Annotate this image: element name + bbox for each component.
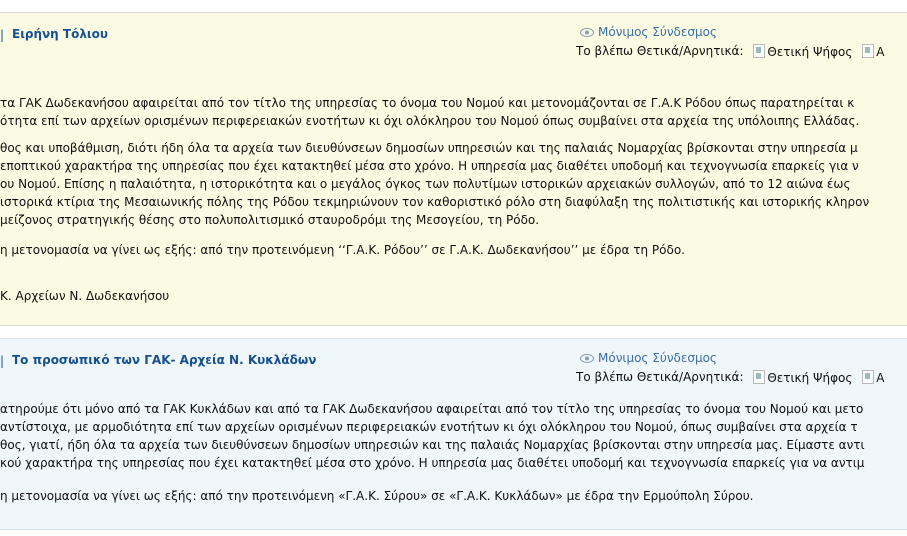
comment-line: θος, γιατί, ήδη όλα τα αρχεία των διευθύνσεων δημοσίων υπηρεσιών και της παλαιάς Νομαρχίας βρίσκονται στην υπηρεσία μας. Είμαστε αντι xyxy=(0,438,865,452)
comment-title: Το προσωπικό των ΓΑΚ- Αρχεία Ν. Κυκλάδων xyxy=(12,353,317,367)
comment-block xyxy=(0,12,907,326)
comment-line: κού χαρακτήρα της υπηρεσίας που έχει κατακτηθεί μέσα στο χρόνο. Η υπηρεσία μας διαθέτει υποδομή και τεχνογνωσία επαρκείς για να αντιμ xyxy=(0,456,865,470)
comment-signature: Κ. Αρχείων Ν. Δωδεκανήσου xyxy=(0,289,170,303)
comment-line: τα ΓΑΚ Δωδεκανήσου αφαιρείται από τον τίτλο της υπηρεσίας το όνομα του Νομού και μετονομάζονται σε Γ.Α.Κ Ρόδου όπως παρατηρείται κ xyxy=(0,96,855,110)
broken-image-icon xyxy=(753,370,765,384)
comment-line: η μετονομασία να γίνει ως εξής: από την προτεινόμενη «Γ.Α.Κ. Σύρου» σε «Γ.Α.Κ. Κυκλάδων» με έδρα την Ερμούπολη Σύρου. xyxy=(0,489,754,503)
title-separator: | xyxy=(0,354,5,368)
comment-line: θος και υποβάθμιση, διότι ήδη όλα τα αρχεία των διευθύνσεων δημοσίων υπηρεσιών και της παλαιάς Νομαρχίας βρίσκονται στην υπηρεσία μ xyxy=(0,141,858,155)
permalink-label: Μόνιμος Σύνδεσμος xyxy=(598,351,717,365)
permalink-link[interactable] xyxy=(580,25,717,39)
comment-line: η μετονομασία να γίνει ως εξής: από την προτεινόμενη ‘‘Γ.Α.Κ. Ρόδου’’ σε Γ.Α.Κ. Δωδεκανήσου’’ με έδρα τη Ρόδο. xyxy=(0,243,685,257)
comment-line: ιστορικά κτίρια της Μεσαιωνικής πόλης της Ρόδου τεκμηριώνουν τον καθοριστικό ρόλο στη διαφύλαξη της πολιτιστικής και ιστορικής κληρον xyxy=(0,195,870,209)
comment-line: εποπτικού χαρακτήρα της υπηρεσίας που έχει κατακτηθεί μέσα στο χρόνο. Η υπηρεσία μας διαθέτει υποδομή και τεχνογνωσία επαρκείς για ν xyxy=(0,159,859,173)
vote-label: Το βλέπω Θετικά/Αρνητικά: xyxy=(576,44,744,58)
permalink-label: Μόνιμος Σύνδεσμος xyxy=(598,25,717,39)
comment-line: ότητα επί των αρχείων ορισμένων περιφερειακών ενοτήτων κι όχι ολόκληρου του Νομού όπως συμβαίνει στα αρχεία της υπόλοιπης Ελλάδας. xyxy=(0,114,860,128)
broken-image-icon xyxy=(753,44,765,58)
comment-block xyxy=(0,338,907,530)
comment-line: ου Νομού. Επίσης η παλαιότητα, η ιστορικότητα και ο μεγάλος όγκος των πολυτίμων ιστορικών αρχειακών συλλογών, από το 12 αιώνα έως xyxy=(0,177,851,191)
eye-icon xyxy=(580,354,594,363)
eye-icon xyxy=(580,28,594,37)
comment-title: Ειρήνη Τόλιου xyxy=(12,27,108,41)
vote-positive-button[interactable]: Θετική Ψήφος xyxy=(767,44,853,59)
vote-negative-button[interactable]: Α xyxy=(876,370,885,385)
vote-row xyxy=(576,370,884,385)
vote-row xyxy=(576,44,884,59)
comment-line: ατηρούμε ότι μόνο από τα ΓΑΚ Κυκλάδων και από τα ΓΑΚ Δωδεκανήσου αφαιρείται από τον τίτλο της υπηρεσίας το όνομα του Νομού και μετο xyxy=(0,402,864,416)
vote-positive-button[interactable]: Θετική Ψήφος xyxy=(767,370,853,385)
vote-negative-button[interactable]: Α xyxy=(876,44,885,59)
permalink-link[interactable] xyxy=(580,351,717,365)
broken-image-icon xyxy=(862,370,874,384)
comment-line: αντίστοιχα, με αρμοδιότητα επί των αρχείων ορισμένων περιφερειακών ενοτήτων κι όχι ολόκληρου του Νομού, όπως συμβαίνει στα αρχεία τ xyxy=(0,420,858,434)
title-separator: | xyxy=(0,28,5,42)
broken-image-icon xyxy=(862,44,874,58)
vote-label: Το βλέπω Θετικά/Αρνητικά: xyxy=(576,370,744,384)
comment-line: μείζονος στρατηγικής θέσης στο πολυπολιτισμικό σταυροδρόμι της Μεσογείου, τη Ρόδο. xyxy=(0,213,540,227)
